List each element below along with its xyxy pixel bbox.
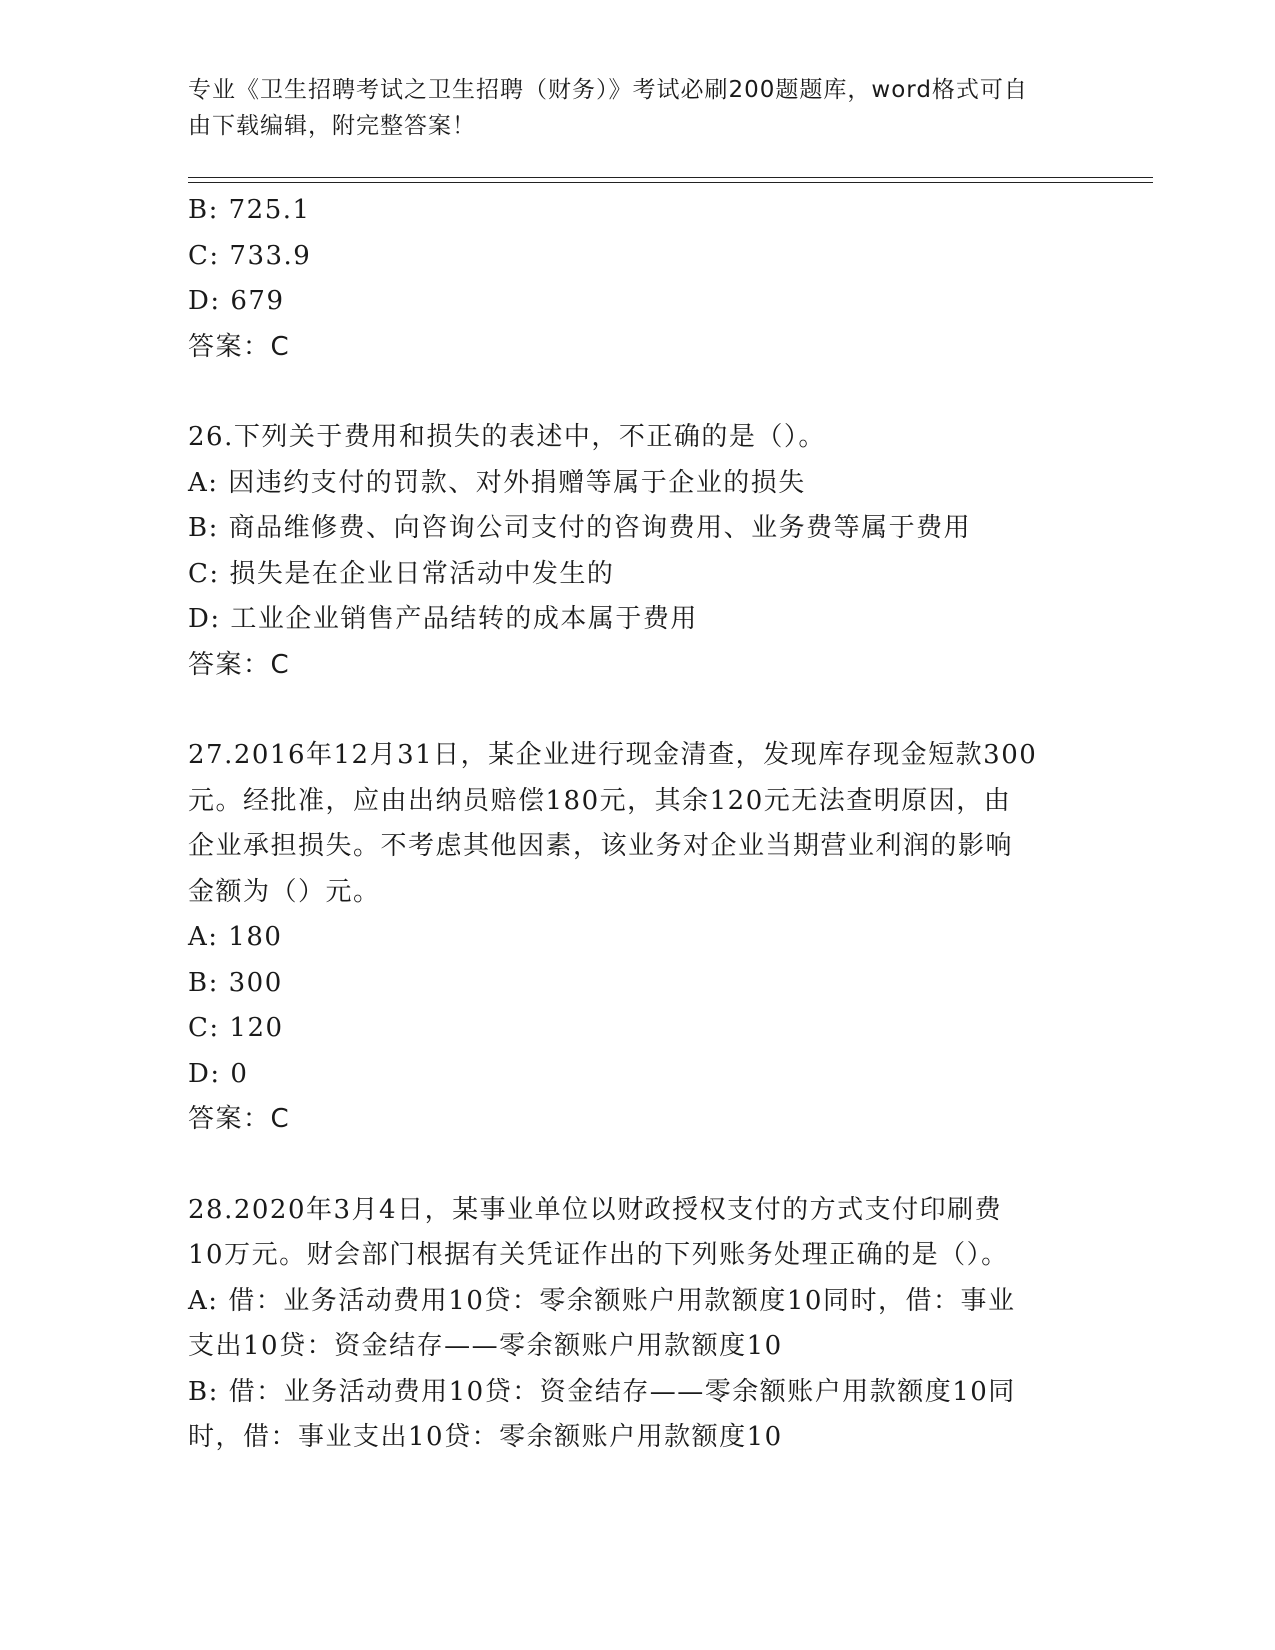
option-b-line-1: B: 借：业务活动费用10贷：资金结存——零余额账户用款额度10同	[188, 1376, 1016, 1407]
question-26	[188, 415, 1088, 688]
header-divider-top	[188, 177, 1153, 178]
option-b: B: 商品维修费、向咨询公司支付的咨询费用、业务费等属于费用	[188, 513, 972, 543]
question-stem-line-4: 金额为（）元。	[188, 876, 381, 907]
header-line-1: 专业《卫生招聘考试之卫生招聘（财务）》考试必刷200题题库，word格式可自	[188, 77, 1028, 103]
question-28	[188, 1188, 1088, 1461]
option-a: A: 180	[188, 922, 283, 952]
question-stem: 26.下列关于费用和损失的表述中，不正确的是（）。	[188, 422, 826, 452]
option-c: C: 120	[188, 1013, 284, 1043]
option-d: D: 0	[188, 1058, 249, 1089]
option-c: C: 损失是在企业日常活动中发生的	[188, 558, 615, 589]
question-content	[188, 188, 1088, 1461]
answer-line: 答案：C	[188, 331, 291, 362]
answer-line: 答案：C	[188, 1104, 291, 1134]
answer-line: 答案：C	[188, 649, 291, 680]
option-b: B: 725.1	[188, 195, 311, 225]
question-27	[188, 733, 1088, 1143]
document-header	[188, 72, 1068, 144]
option-d: D: 工业企业销售产品结转的成本属于费用	[188, 604, 698, 634]
spacer	[188, 688, 1088, 733]
spacer	[188, 370, 1088, 415]
question-25-tail	[188, 188, 1088, 370]
option-a-line-1: A: 借：业务活动费用10贷：零余额账户用款额度10同时，借：事业	[188, 1285, 1016, 1316]
question-stem-line-2: 10万元。财会部门根据有关凭证作出的下列账务处理正确的是（）。	[188, 1240, 1009, 1270]
option-b: B: 300	[188, 967, 283, 998]
question-stem-line-3: 企业承担损失。不考虑其他因素，该业务对企业当期营业利润的影响	[188, 831, 1014, 861]
question-stem-line-1: 27.2016年12月31日，某企业进行现金清查，发现库存现金短款300	[188, 740, 1038, 770]
option-a-line-2: 支出10贷：资金结存——零余额账户用款额度10	[188, 1331, 783, 1361]
question-stem-line-1: 28.2020年3月4日，某事业单位以财政授权支付的方式支付印刷费	[188, 1194, 1003, 1225]
option-a: A: 因违约支付的罚款、对外捐赠等属于企业的损失	[188, 467, 806, 498]
header-divider-bottom	[188, 182, 1153, 183]
question-stem-line-2: 元。经批准，应由出纳员赔偿180元，其余120元无法查明原因，由	[188, 785, 1012, 816]
spacer	[188, 1143, 1088, 1188]
option-d: D: 679	[188, 286, 285, 316]
option-c: C: 733.9	[188, 240, 312, 271]
header-line-2: 由下载编辑，附完整答案！	[188, 113, 476, 139]
option-b-line-2: 时，借：事业支出10贷：零余额账户用款额度10	[188, 1422, 783, 1452]
